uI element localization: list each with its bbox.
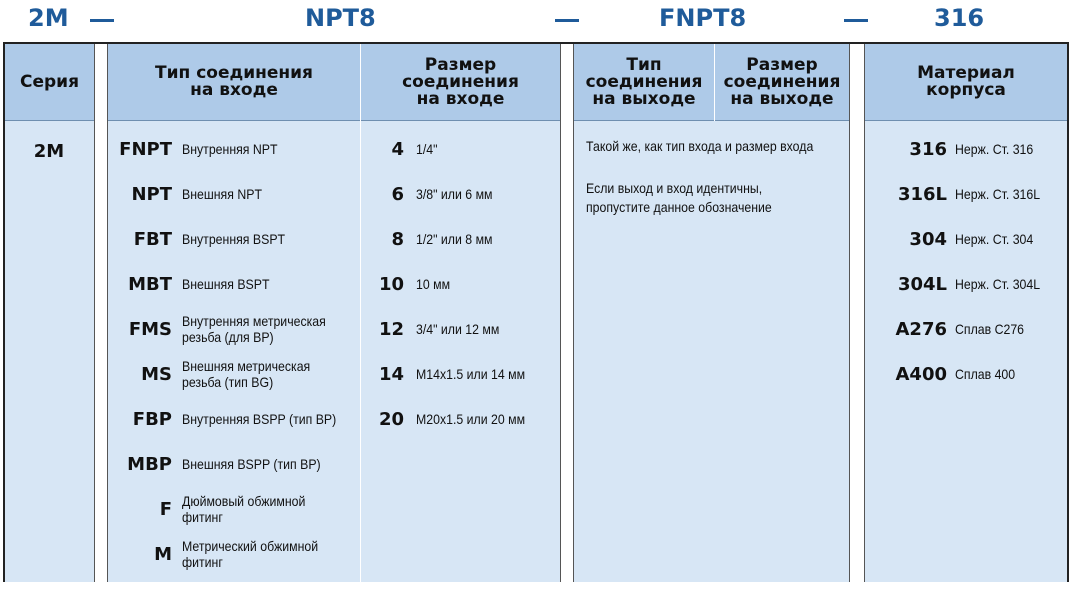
item-description <box>182 456 321 472</box>
description-line: Внешняя метрическая <box>182 358 311 374</box>
item-code: 304L <box>897 273 947 295</box>
divider <box>714 44 715 121</box>
outlet-note-same <box>586 137 813 156</box>
item-description <box>182 276 270 292</box>
note-line: пропустите данное обозначение <box>586 199 772 215</box>
item-description: 1/2" или 8 мм <box>416 231 493 247</box>
code-inlet-size: 8 <box>359 4 376 32</box>
item-description: Нерж. Ст. 304 <box>955 231 1034 247</box>
column-gap <box>560 44 574 582</box>
description-line: фитинг <box>182 509 223 525</box>
header-line: на входе <box>190 80 278 100</box>
item-code: MS <box>141 363 172 385</box>
list-item <box>112 492 322 526</box>
list-item <box>370 177 503 211</box>
item-description: 1/4" <box>416 141 438 157</box>
item-description <box>182 231 285 247</box>
item-code: F <box>159 498 172 520</box>
description-line: Внутренняя BSPT <box>182 231 286 247</box>
description-line: резьба (для BP) <box>182 329 274 345</box>
column-material <box>865 121 1067 582</box>
item-description <box>182 313 326 345</box>
header-inlet-type <box>108 44 360 121</box>
list-item <box>370 357 540 391</box>
description-line: Внешняя BSPP (тип BP) <box>182 456 321 472</box>
header-line: Размер <box>746 54 818 75</box>
header-outlet-size <box>715 44 849 121</box>
item-description <box>182 493 305 525</box>
code-series: 2M <box>28 4 69 32</box>
list-item <box>370 402 540 436</box>
code-dash <box>844 19 868 22</box>
item-description: M14x1.5 или 14 мм <box>416 366 526 382</box>
header-line: Тип соединения <box>155 63 313 83</box>
item-description: 3/4" или 12 мм <box>416 321 500 337</box>
list-item <box>112 267 281 301</box>
header-line: Тип <box>626 54 662 75</box>
header-series <box>5 44 94 121</box>
header-series-label: Серия <box>19 71 79 92</box>
code-inlet <box>305 4 376 32</box>
item-code: 10 <box>378 273 404 295</box>
list-item <box>875 177 1052 211</box>
list-item <box>875 357 1023 391</box>
item-code: 20 <box>378 408 404 430</box>
code-dash <box>90 19 114 22</box>
item-description <box>182 358 310 390</box>
column-gap <box>94 44 108 582</box>
header-line: Материал <box>917 63 1015 83</box>
description-line: Внешняя BSPT <box>182 276 270 292</box>
item-description <box>182 411 336 427</box>
item-description: Нерж. Ст. 316 <box>955 141 1034 157</box>
description-line: Внутренняя NPT <box>182 141 278 157</box>
list-item <box>112 447 340 481</box>
item-code: MBP <box>127 453 172 475</box>
list-item <box>370 222 503 256</box>
code-inlet-type: NPT <box>305 4 360 32</box>
item-description <box>182 141 278 157</box>
ordering-table <box>3 42 1069 582</box>
item-code: 316L <box>897 183 947 205</box>
list-item <box>112 222 299 256</box>
list-item <box>112 402 357 436</box>
description-line: Внутренняя BSPP (тип BP) <box>182 411 337 427</box>
header-inlet-size <box>361 44 560 121</box>
series-value: 2M <box>33 141 65 162</box>
item-code: 4 <box>391 138 404 160</box>
item-description <box>182 538 318 570</box>
column-series <box>5 121 94 582</box>
list-item <box>370 132 440 166</box>
header-line: соединения <box>723 71 841 92</box>
description-line: Метрический обжимной <box>182 538 319 554</box>
header-material <box>865 44 1067 121</box>
header-line: на выходе <box>592 88 696 109</box>
list-item <box>370 312 511 346</box>
list-item <box>370 267 455 301</box>
item-code: A400 <box>895 363 947 385</box>
item-description: 3/8" или 6 мм <box>416 186 493 202</box>
item-description: Сплав 400 <box>955 366 1016 382</box>
item-description: Нерж. Ст. 316L <box>955 186 1041 202</box>
list-item <box>112 312 345 346</box>
description-line: Внешняя NPT <box>182 186 262 202</box>
outlet-note-omit <box>586 179 772 217</box>
note-line: Такой же, как тип входа и размер входа <box>586 138 814 154</box>
item-code: MBT <box>128 273 172 295</box>
item-code: 12 <box>378 318 404 340</box>
item-description: Сплав C276 <box>955 321 1025 337</box>
list-item <box>112 132 291 166</box>
item-code: FBT <box>133 228 172 250</box>
item-code: 6 <box>391 183 404 205</box>
model-code-line <box>0 0 1075 38</box>
header-line: корпуса <box>926 80 1006 100</box>
header-line: на выходе <box>730 88 834 109</box>
list-item <box>112 537 337 571</box>
header-line: соединения <box>402 71 519 92</box>
column-outlet <box>574 121 849 582</box>
item-description <box>182 186 262 202</box>
description-line: Дюймовый обжимной <box>182 493 306 509</box>
code-outlet: FNPT8 <box>659 4 747 32</box>
list-item <box>875 132 1044 166</box>
list-item <box>875 222 1044 256</box>
item-code: NPT <box>131 183 172 205</box>
divider <box>360 44 361 582</box>
note-line: Если выход и вход идентичны, <box>586 180 763 196</box>
description-line: резьба (тип BG) <box>182 374 274 390</box>
item-code: 316 <box>909 138 947 160</box>
code-material: 316 <box>934 4 985 32</box>
header-line: Размер <box>424 54 497 75</box>
item-code: 14 <box>378 363 404 385</box>
list-item <box>875 312 1033 346</box>
item-code: A276 <box>895 318 947 340</box>
item-code: M <box>154 543 172 565</box>
list-item <box>112 357 328 391</box>
list-item <box>112 177 273 211</box>
description-line: фитинг <box>182 554 223 570</box>
column-gap <box>849 44 865 582</box>
item-code: FMS <box>128 318 172 340</box>
item-code: 304 <box>909 228 947 250</box>
list-item <box>875 267 1052 301</box>
header-line: соединения <box>585 71 703 92</box>
code-dash <box>555 19 579 22</box>
header-line: на входе <box>416 88 505 109</box>
description-line: Внутренняя метрическая <box>182 313 326 329</box>
item-code: FBP <box>132 408 172 430</box>
column-inlet <box>108 121 560 582</box>
item-description: 10 мм <box>416 276 451 292</box>
item-description: M20x1.5 или 20 мм <box>416 411 526 427</box>
header-outlet-type <box>574 44 714 121</box>
item-description: Нерж. Ст. 304L <box>955 276 1041 292</box>
item-code: 8 <box>391 228 404 250</box>
item-code: FNPT <box>119 138 172 160</box>
